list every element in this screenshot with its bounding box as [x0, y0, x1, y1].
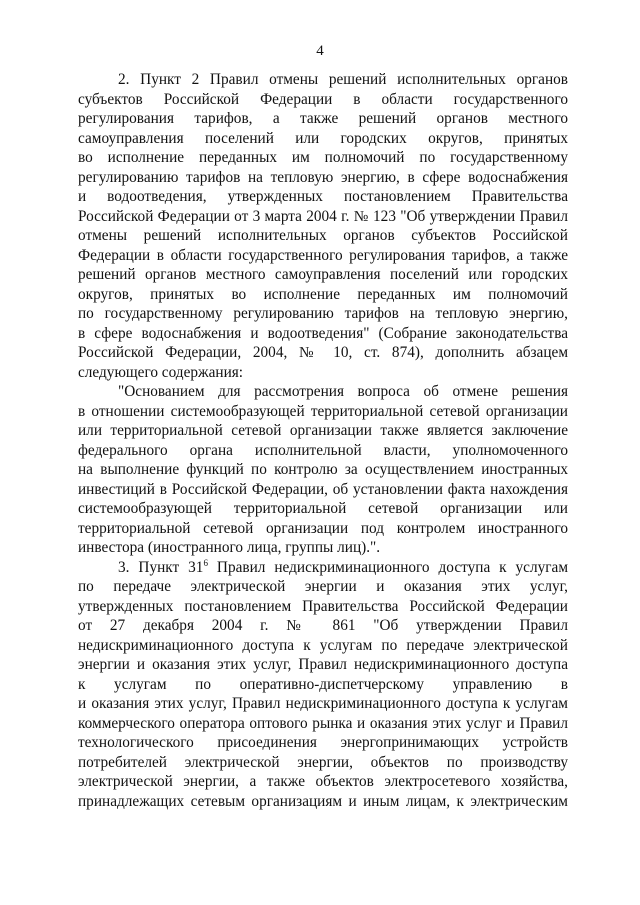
line-text: в отношении системообразующей территориальной сетевой организации	[78, 402, 568, 420]
text-line	[78, 714, 568, 734]
line-text: утвержденных постановлением Правительства Российской Федерации	[78, 597, 568, 615]
page-number: 4	[316, 43, 324, 59]
line-text: территориальной сетевой организации под контролем иностранного	[78, 519, 568, 537]
text-line	[78, 90, 568, 110]
text-line	[78, 675, 568, 695]
line-text: электрической энергии, а также объектов электросетевого хозяйства,	[78, 773, 568, 790]
line-text: субъектов Российской Федерации в области государственного	[78, 90, 568, 108]
line-text: следующего содержания:	[78, 363, 244, 381]
text-line	[78, 792, 568, 812]
line-text: принадлежащих сетевым организациям и иным лицам, к электрическим	[78, 792, 568, 810]
text-line	[78, 753, 568, 773]
text-line	[78, 343, 568, 363]
text-line	[78, 772, 568, 792]
line-text: на выполнение функций по контролю за осуществлением иностранных	[78, 461, 568, 478]
line-text: Федерации в области государственного регулирования тарифов, а также	[78, 246, 568, 264]
text-line	[78, 441, 568, 461]
line-text: 2. Пункт 2 Правил отмены решений исполнительных органов	[118, 71, 568, 88]
line-text: системообразующей территориальной сетевой организации или	[78, 500, 568, 517]
text-line	[78, 226, 568, 246]
text-line	[78, 655, 568, 675]
line-text: 3. Пункт 31	[118, 558, 204, 576]
line-text: энергии и оказания этих услуг, Правил недискриминационного доступа	[78, 656, 568, 673]
text-line	[78, 499, 568, 519]
text-line	[78, 616, 568, 636]
superscript: 6	[203, 557, 208, 568]
line-text: "Основанием для рассмотрения вопроса об отмене решения	[118, 383, 568, 400]
text-line	[78, 519, 568, 539]
text-line	[78, 733, 568, 753]
line-text: в сфере водоснабжения и водоотведения" (Собрание законодательства	[78, 324, 568, 342]
line-text: федерального органа исполнительной власти, уполномоченного	[78, 441, 568, 459]
line-text: и водоотведения, утвержденных постановлением Правительства	[78, 188, 568, 205]
line-text: инвестиций в Российской Федерации, об установлении факта нахождения	[78, 480, 568, 498]
text-line	[78, 421, 568, 441]
text-line	[78, 402, 568, 422]
text-line	[78, 324, 568, 344]
line-text: во исполнение переданных им полномочий по государственному	[78, 149, 568, 166]
text-line	[78, 265, 568, 285]
line-text: решений органов местного самоуправления поселений или городских	[78, 266, 568, 283]
text-line	[78, 558, 568, 578]
text-line	[78, 636, 568, 656]
line-text: по передаче электрической энергии и оказания этих услуг,	[78, 578, 568, 595]
line-text: коммерческого оператора оптового рынка и оказания этих услуг и Правил	[78, 714, 568, 732]
text-line	[78, 168, 568, 188]
line-text: отмены решений исполнительных органов субъектов Российской	[78, 227, 568, 244]
text-line	[78, 694, 568, 714]
line-text: технологического присоединения энергопринимающих устройств	[78, 734, 568, 751]
line-text: и оказания этих услуг, Правил недискриминационного доступа к услугам	[78, 695, 568, 712]
text-line	[78, 148, 568, 168]
line-text: инвестора (иностранного лица, группы лиц).".	[78, 539, 381, 556]
line-text: регулированию тарифов на тепловую энергию, в сфере водоснабжения	[78, 168, 568, 186]
line-text: или территориальной сетевой организации также является заключение	[78, 422, 568, 439]
line-text: потребителей электрической энергии, объектов по производству	[78, 753, 568, 771]
text-line	[78, 187, 568, 207]
line-text: самоуправления поселений или городских округов, принятых	[78, 129, 568, 147]
text-line	[78, 304, 568, 324]
text-line	[78, 460, 568, 480]
line-text: Российской Федерации от 3 марта 2004 г. № 123 "Об утверждении Правил	[78, 207, 568, 225]
line-text: округов, принятых во исполнение переданных им полномочий	[78, 285, 568, 303]
text-line	[78, 207, 568, 227]
text-line	[78, 577, 568, 597]
text-line	[78, 70, 568, 90]
line-text: от 27 декабря 2004 г. № 861 "Об утверждении Правил	[78, 617, 568, 634]
line-text: Российской Федерации, 2004, № 10, ст. 874), дополнить абзацем	[78, 344, 568, 361]
text-line	[78, 246, 568, 266]
text-line	[78, 597, 568, 617]
line-text: по государственному регулированию тарифов на тепловую энергию,	[78, 305, 568, 322]
line-text: к услугам по оперативно-диспетчерскому управлению в	[78, 675, 568, 693]
text-line	[78, 538, 568, 558]
text-line	[78, 480, 568, 500]
line-text: недискриминационного доступа к услугам по передаче электрической	[78, 636, 568, 654]
text-line	[78, 363, 568, 383]
line-text-continued: Правил недискриминационного доступа к услугам	[207, 558, 568, 576]
text-line	[78, 382, 568, 402]
text-line	[78, 129, 568, 149]
text-line	[78, 285, 568, 305]
document-body	[78, 70, 568, 811]
line-text: регулирования тарифов, а также решений органов местного	[78, 110, 568, 127]
text-line	[78, 109, 568, 129]
